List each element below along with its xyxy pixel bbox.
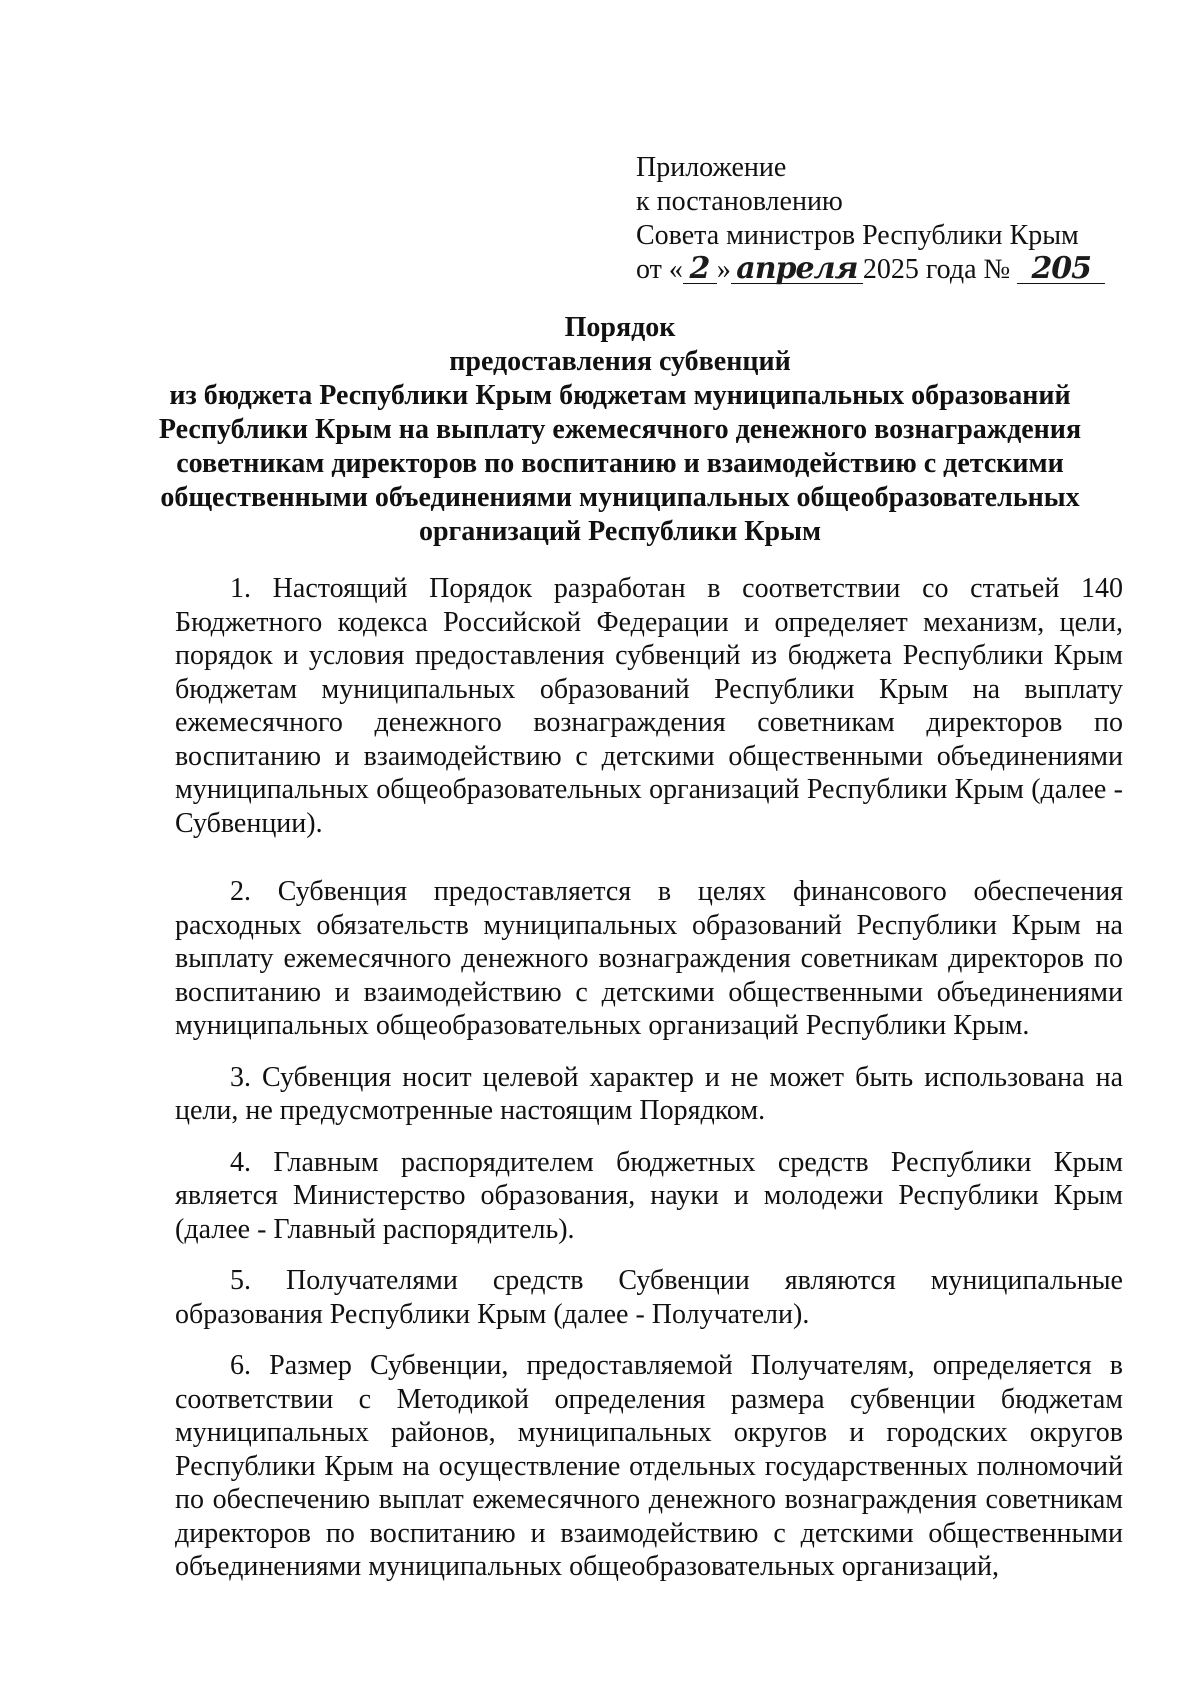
title-line-4: Республики Крым на выплату ежемесячного денежного вознаграждения: [158, 414, 1082, 445]
date-prefix: от «: [636, 254, 683, 285]
paragraph-4: 4. Главным распорядителем бюджетных средств Республики Крым является Министерство образования, науки и молодежи Республики Крым (далее - Главный распорядитель).: [175, 1146, 1123, 1245]
handwritten-month: апреля: [731, 255, 863, 284]
appendix-date-line: [636, 253, 1156, 287]
paragraph-6: 6. Размер Субвенции, предоставляемой Получателям, определяется в соответствии с Методикой определения размера субвенции бюджетам муниципальных районов, муниципальных округов и городских округов Республики Крым на осуществление отдельных государственных полномочий по обеспечению выплат ежемесячного денежного вознаграждения советникам директоров по воспитанию и взаимодействию с детскими общественными объединениями муниципальных общеобразовательных организаций,: [175, 1350, 1123, 1582]
title-line-6: общественными объединениями муниципальных общеобразовательных: [160, 482, 1080, 513]
appendix-block: [636, 151, 1156, 287]
title-line-2: предоставления субвенций: [449, 346, 791, 377]
title-line-1: Порядок: [564, 312, 676, 343]
paragraph-1: 1. Настоящий Порядок разработан в соответствии со статьей 140 Бюджетного кодекса Российской Федерации и определяет механизм, цели, порядок и условия предоставления субвенций из бюджета Республики Крым бюджетам муниципальных образований Республики Крым на выплату ежемесячного денежного вознаграждения советникам директоров по воспитанию и взаимодействию с детскими общественными объединениями муниципальных общеобразовательных организаций Республики Крым (далее - Субвенции).: [175, 573, 1123, 839]
date-year: 2025 года №: [862, 254, 1011, 285]
document-title: [150, 311, 1090, 549]
handwritten-day: 2: [683, 255, 717, 284]
appendix-resolution-ref: к постановлению: [636, 186, 843, 217]
paragraph-5: 5. Получателями средств Субвенции являются муниципальные образования Республики Крым (далее - Получатели).: [175, 1265, 1123, 1330]
paragraph-2: 2. Субвенция предоставляется в целях финансового обеспечения расходных обязательств муниципальных образований Республики Крым на выплату ежемесячного денежного вознаграждения советникам директоров по воспитанию и взаимодействию с детскими общественными объединениями муниципальных общеобразовательных организаций Республики Крым.: [175, 876, 1123, 1041]
title-line-5: советникам директоров по воспитанию и взаимодействию с детскими: [176, 448, 1064, 479]
date-mid: »: [716, 254, 731, 285]
document-body: [175, 572, 1123, 1584]
title-line-7: организаций Республики Крым: [418, 516, 822, 547]
appendix-council: Совета министров Республики Крым: [636, 220, 1079, 251]
handwritten-number: 205: [1017, 255, 1105, 284]
paragraph-3: 3. Субвенция носит целевой характер и не может быть использована на цели, не предусмотренные настоящим Порядком.: [175, 1061, 1123, 1126]
appendix-label: Приложение: [636, 152, 787, 183]
title-line-3: из бюджета Республики Крым бюджетам муниципальных образований: [169, 380, 1071, 411]
